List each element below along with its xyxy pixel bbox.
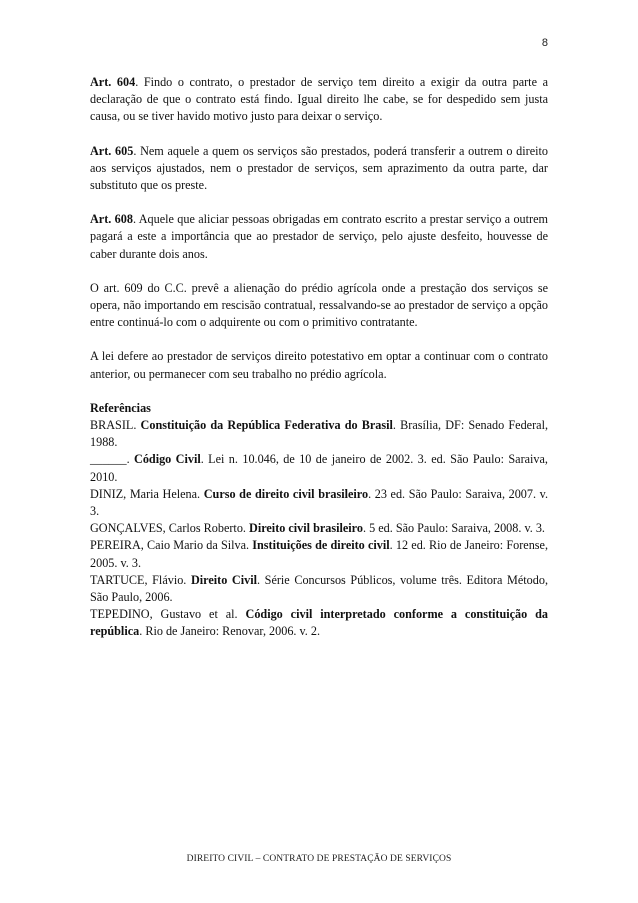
article-605-paragraph	[90, 143, 548, 195]
reference-details: . Série Concursos Públicos, volume três. Editora Método, São Paulo, 2006.	[90, 572, 548, 605]
article-608-paragraph	[90, 211, 548, 263]
reference-title: Curso de direito civil brasileiro	[203, 486, 369, 501]
reference-details: . Lei n. 10.046, de 10 de janeiro de 2002. 3. ed. São Paulo: Saraiva, 2010.	[90, 452, 548, 484]
reference-author: DINIZ, Maria Helena.	[90, 486, 204, 501]
reference-author: GONÇALVES, Carlos Roberto.	[90, 521, 250, 536]
reference-title: Instituições de direito civil	[252, 538, 390, 553]
potestative-right-paragraph	[90, 348, 548, 382]
reference-author: PEREIRA, Caio Mario da Silva.	[90, 538, 253, 553]
reference-item	[90, 417, 548, 451]
page-footer: DIREITO CIVIL – CONTRATO DE PRESTAÇÃO DE SERVIÇOS	[186, 854, 452, 864]
reference-author: ______.	[90, 452, 135, 467]
article-label: Art. 608	[90, 212, 133, 227]
article-604-paragraph	[90, 74, 548, 126]
page-number: 8	[541, 37, 548, 49]
reference-title: Direito Civil	[190, 572, 257, 587]
reference-title: Constituição da República Federativa do Brasil	[140, 418, 393, 433]
reference-title: Código Civil	[134, 452, 201, 467]
paragraph-text: O art. 609 do C.C. prevê a alienação do prédio agrícola onde a prestação dos serviços se opera, não importando em rescisão contratual, ressalvando-se ao prestador de serviço a opção entre continuá-lo com o adquirente ou com o primitivo contratante.	[90, 280, 548, 330]
reference-details: . Brasília, DF: Senado Federal, 1988.	[90, 418, 548, 450]
reference-title: Código civil interpretado conforme a constituição da república	[90, 607, 548, 639]
reference-item	[90, 520, 548, 537]
reference-details: . 5 ed. São Paulo: Saraiva, 2008. v. 3.	[362, 521, 545, 536]
reference-item	[90, 537, 548, 571]
article-label: Art. 605	[90, 143, 134, 158]
article-text: . Findo o contrato, o prestador de serviço tem direito a exigir da outra parte a declaração de que o contrato está findo. Igual direito lhe cabe, se for despedido sem justa causa, ou se tiver havido motivo justo para deixar o serviço.	[90, 75, 548, 124]
references-title: Referências	[90, 400, 151, 415]
article-609-paragraph	[90, 280, 548, 332]
reference-item	[90, 572, 548, 606]
paragraph-text: A lei defere ao prestador de serviços direito potestativo em optar a continuar com o contrato anterior, ou permanecer com seu trabalho no prédio agrícola.	[90, 349, 548, 381]
article-label: Art. 604	[90, 75, 136, 89]
article-text: . Aquele que aliciar pessoas obrigadas em contrato escrito a prestar serviço a outrem pagará a este a importância que ao prestador de serviço, pelo ajuste desfeito, houvesse de caber durante dois anos.	[90, 212, 548, 261]
reference-item	[90, 606, 548, 640]
reference-item	[90, 451, 548, 485]
document-body	[90, 74, 548, 641]
reference-item	[90, 486, 548, 520]
reference-author: TEPEDINO, Gustavo et al.	[90, 607, 246, 622]
reference-details: . Rio de Janeiro: Renovar, 2006. v. 2.	[139, 624, 321, 639]
references-section	[90, 400, 548, 641]
article-text: . Nem aquele a quem os serviços são prestados, poderá transferir a outrem o direito aos serviços ajustados, nem o prestador de serviços, sem aprazimento da outra parte, dar substituto que os preste.	[90, 143, 548, 193]
reference-author: TARTUCE, Flávio.	[90, 572, 191, 587]
reference-author: BRASIL.	[90, 418, 141, 433]
reference-details: . 12 ed. Rio de Janeiro: Forense, 2005. v. 3.	[90, 538, 548, 570]
reference-details: . 23 ed. São Paulo: Saraiva, 2007. v. 3.	[90, 486, 548, 519]
reference-title: Direito civil brasileiro	[249, 521, 363, 536]
